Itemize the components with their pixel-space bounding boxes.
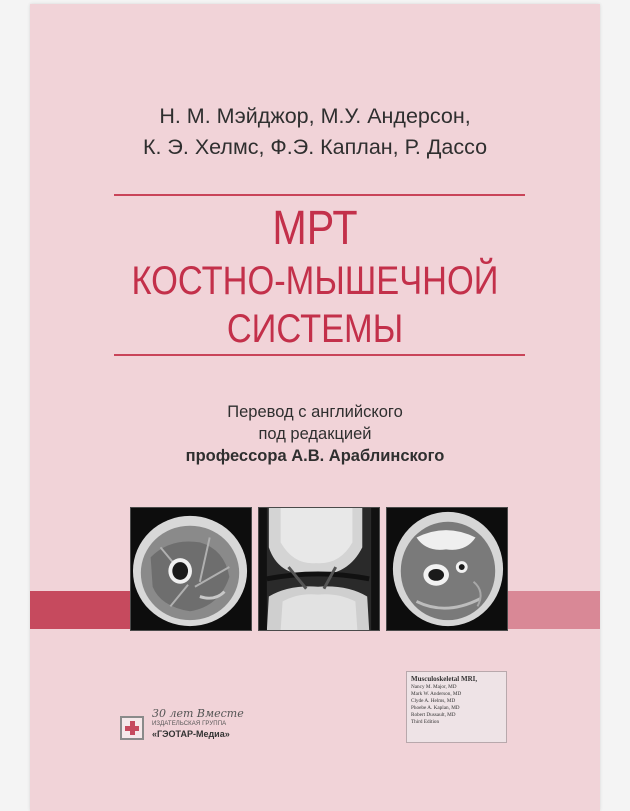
original-edition-box xyxy=(406,671,507,743)
translation-note xyxy=(30,401,600,467)
title-rule-bottom xyxy=(114,354,525,356)
title-line-1: МРТ xyxy=(272,202,358,255)
original-author: Phoebe A. Kaplan, MD xyxy=(411,705,460,711)
original-author: Clyde A. Helms, MD xyxy=(411,698,456,704)
publisher-anniversary: 30 лет Вместе xyxy=(152,707,244,720)
editor-name: профессора А.В. Араблинского xyxy=(185,447,445,465)
book-cover xyxy=(30,4,600,811)
original-title: Musculoskeletal MRI, xyxy=(411,675,478,683)
publisher-logo xyxy=(120,707,250,747)
title-line-3: СИСТЕМЫ xyxy=(226,307,404,351)
original-edition: Third Edition xyxy=(411,719,440,725)
publisher-group-label: ИЗДАТЕЛЬСКАЯ ГРУППА xyxy=(152,721,227,727)
translation-line-1: Перевод с английского xyxy=(227,403,403,421)
thigh-axial-mri-image xyxy=(130,507,252,631)
authors xyxy=(30,101,600,163)
publisher-name: «ГЭОТАР-Медиа» xyxy=(152,729,230,739)
authors-line-1: Н. М. Мэйджор, М.У. Андерсон, xyxy=(159,104,471,128)
original-author: Nancy M. Major, MD xyxy=(411,684,457,690)
original-author: Robert Dussault, MD xyxy=(411,712,456,718)
original-author: Mark W. Anderson, MD xyxy=(411,691,462,697)
leg-axial-mri-image xyxy=(386,507,508,631)
authors-line-2: К. Э. Хелмс, Ф.Э. Каплан, Р. Дассо xyxy=(142,135,488,159)
publisher-cross-icon xyxy=(120,716,144,740)
knee-coronal-mri-image xyxy=(258,507,380,631)
decorative-band-right xyxy=(504,591,600,629)
title-rule-top xyxy=(114,194,525,196)
title-line-2: КОСТНО-МЫШЕЧНОЙ xyxy=(131,259,499,303)
translation-line-2: под редакцией xyxy=(258,425,372,443)
